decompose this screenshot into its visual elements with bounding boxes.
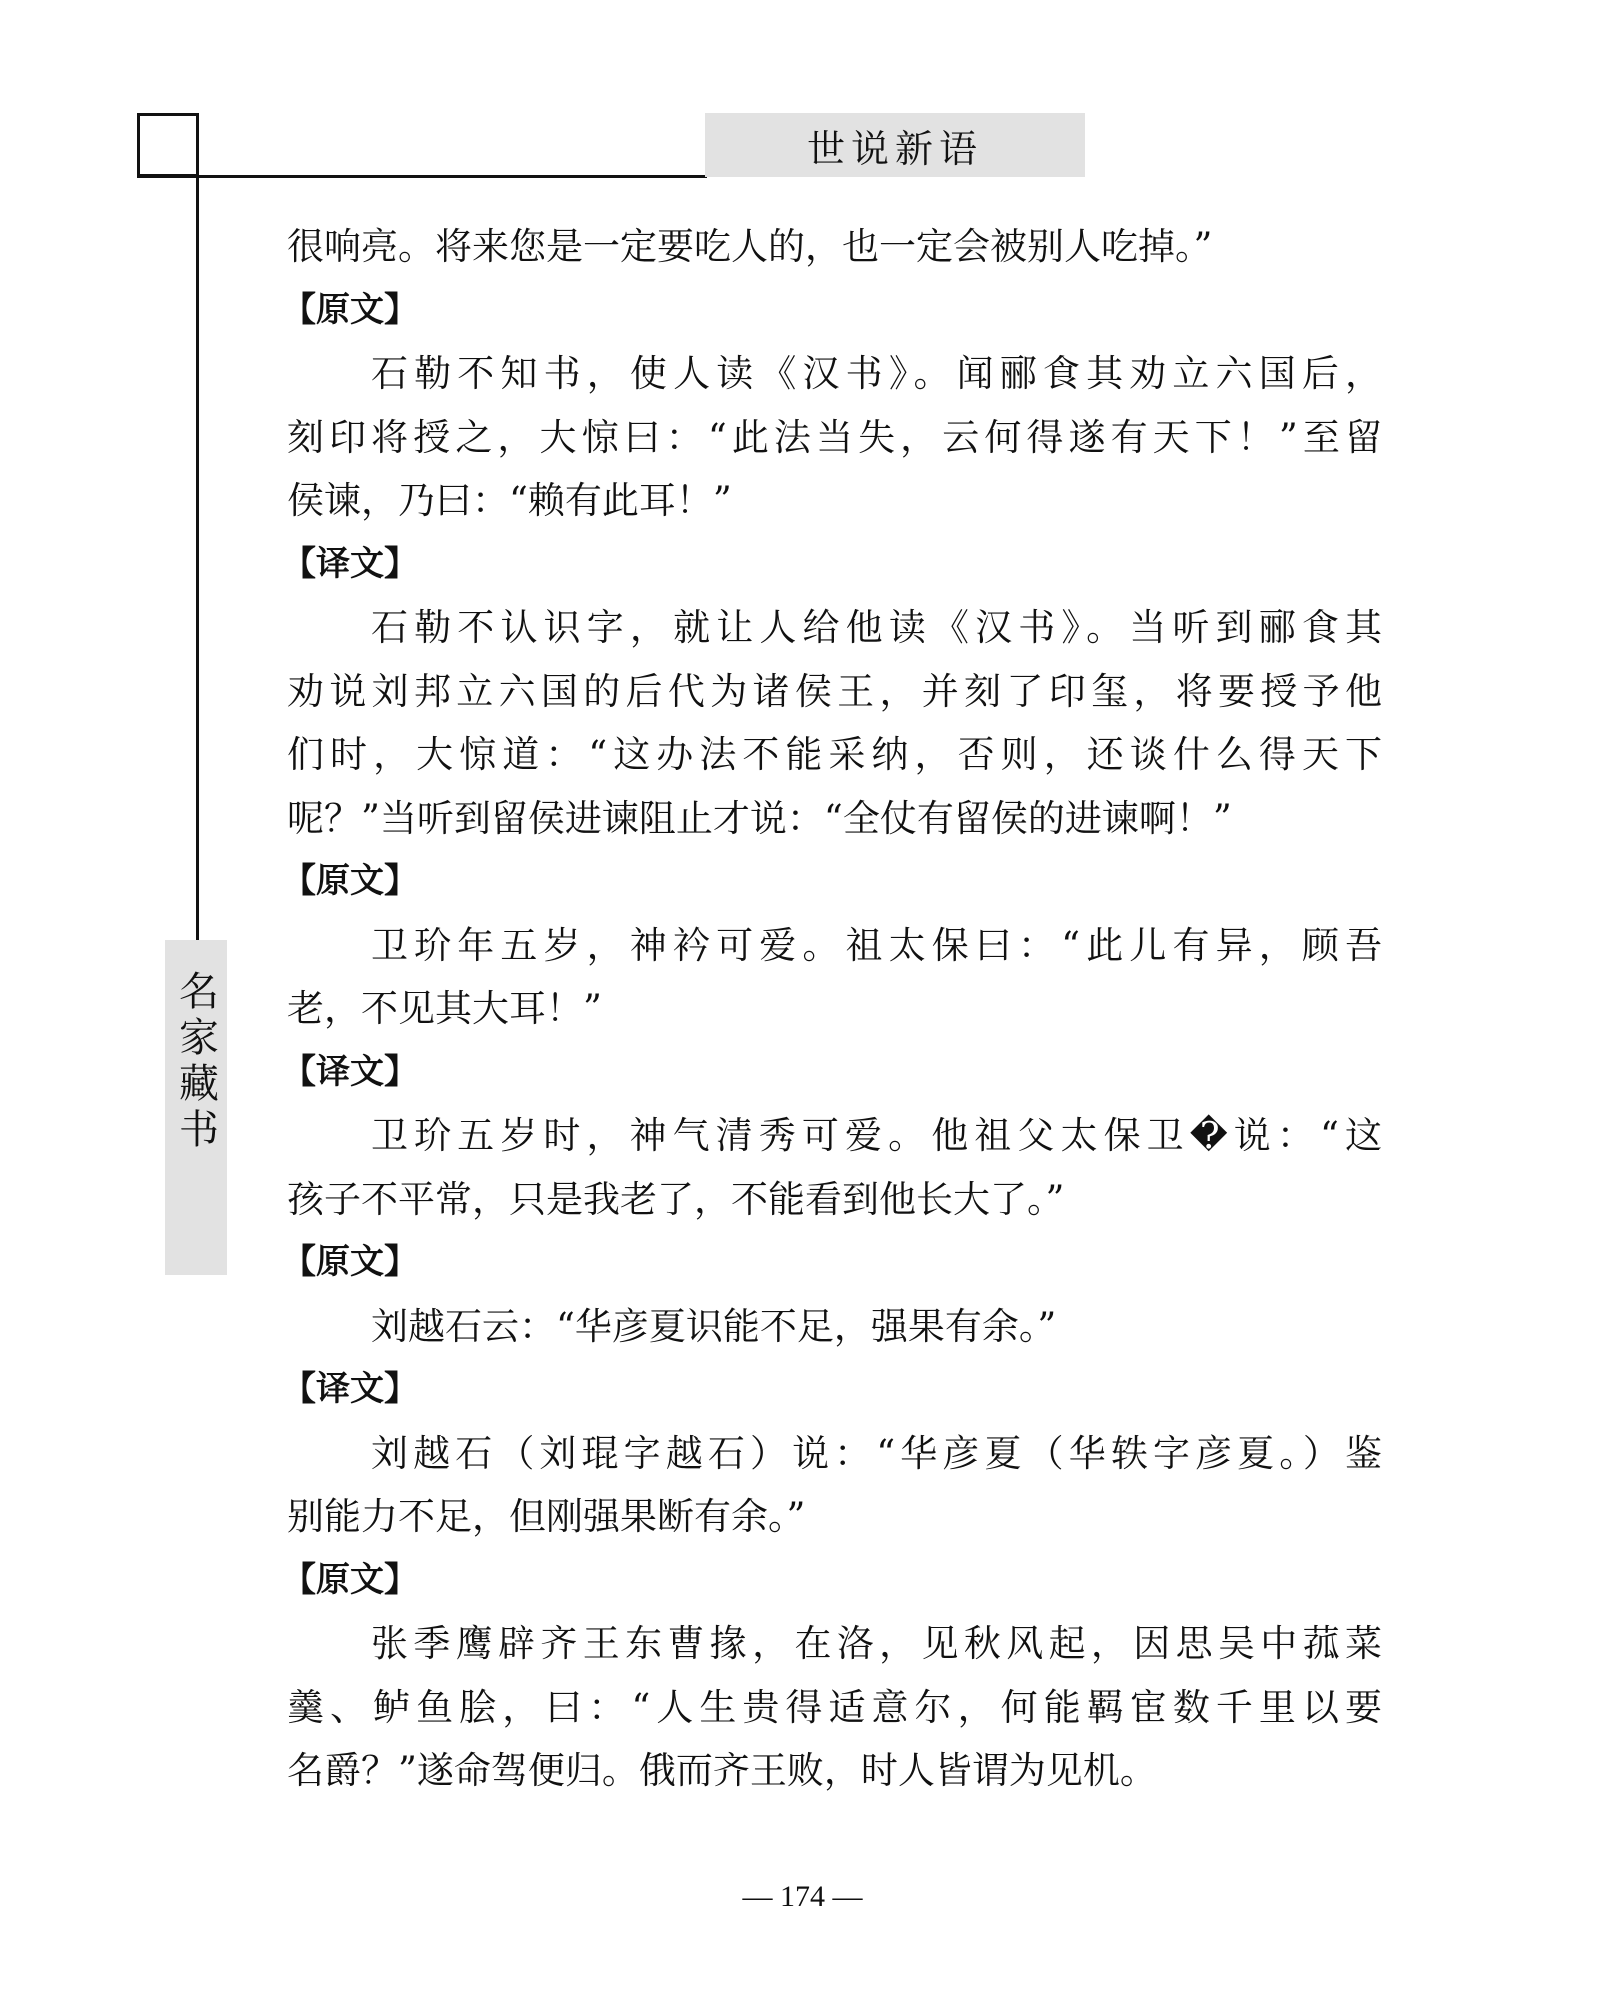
text-line: 孩子不平常，只是我老了，不能看到他长大了。” <box>287 1177 1065 1221</box>
text-line: 老，不见其大耳！” <box>287 987 602 1030</box>
text-line: 刻印将授之，大惊曰：“此法当失，云何得遂有天下！”至留 <box>287 415 1382 459</box>
text-line: 们时，大惊道：“这办法不能采纳，否则，还谈什么得天下 <box>287 733 1382 776</box>
section-heading: 【原文】 <box>282 1242 418 1282</box>
side-tab <box>165 940 227 1275</box>
text-line: 石勒不知书，使人读《汉书》。闻郦食其劝立六国后， <box>371 352 1382 395</box>
text-line: 劝说刘邦立六国的后代为诸侯王，并刻了印玺，将要授予他 <box>287 669 1382 713</box>
text-line: 呢？”当听到留侯进谏阻止才说：“全仗有留侯的进谏啊！” <box>287 796 1232 840</box>
text-line: 张季鹰辟齐王东曹掾，在洛，见秋风起，因思吴中菰菜 <box>371 1622 1382 1665</box>
side-tab-label: 名家藏书 <box>172 970 219 1154</box>
text-line: 很响亮。将来您是一定要吃人的，也一定会被别人吃掉。” <box>287 225 1213 268</box>
section-heading: 【译文】 <box>282 1369 418 1409</box>
section-heading: 【原文】 <box>282 289 418 330</box>
section-heading: 【译文】 <box>282 1051 418 1092</box>
text-line: 别能力不足，但刚强果断有余。” <box>287 1495 806 1538</box>
section-heading: 【译文】 <box>282 543 418 584</box>
page-body <box>282 215 1382 1803</box>
section-heading: 【原文】 <box>282 861 418 901</box>
text-line: 卫玠五岁时，神气清秀可爱。他祖父太保卫�说：“这 <box>371 1114 1382 1157</box>
margin-rule <box>196 113 199 943</box>
text-line: 卫玠年五岁，神衿可爱。祖太保曰：“此儿有异，顾吾 <box>371 923 1382 967</box>
text-line: 侯谏，乃曰：“赖有此耳！” <box>287 479 732 522</box>
text-line: 石勒不认识字，就让人给他读《汉书》。当听到郦食其 <box>371 606 1382 649</box>
running-header <box>705 113 1085 177</box>
section-heading: 【原文】 <box>282 1559 418 1600</box>
header-corner-box <box>137 113 199 177</box>
text-line: 刘越石（刘琨字越石）说：“华彦夏（华轶字彦夏。）鉴 <box>371 1431 1382 1475</box>
text-line: 刘越石云：“华彦夏识能不足，强果有余。” <box>371 1304 1057 1348</box>
text-line: 名爵？”遂命驾便归。俄而齐王败，时人皆谓为见机。 <box>287 1749 1157 1792</box>
text-line: 羹、鲈鱼脍，曰：“人生贵得适意尔，何能羁宦数千里以要 <box>287 1685 1382 1729</box>
book-title: 世说新语 <box>806 126 983 171</box>
header-rule <box>137 175 707 178</box>
page-number: — 174 — <box>742 1880 863 1913</box>
